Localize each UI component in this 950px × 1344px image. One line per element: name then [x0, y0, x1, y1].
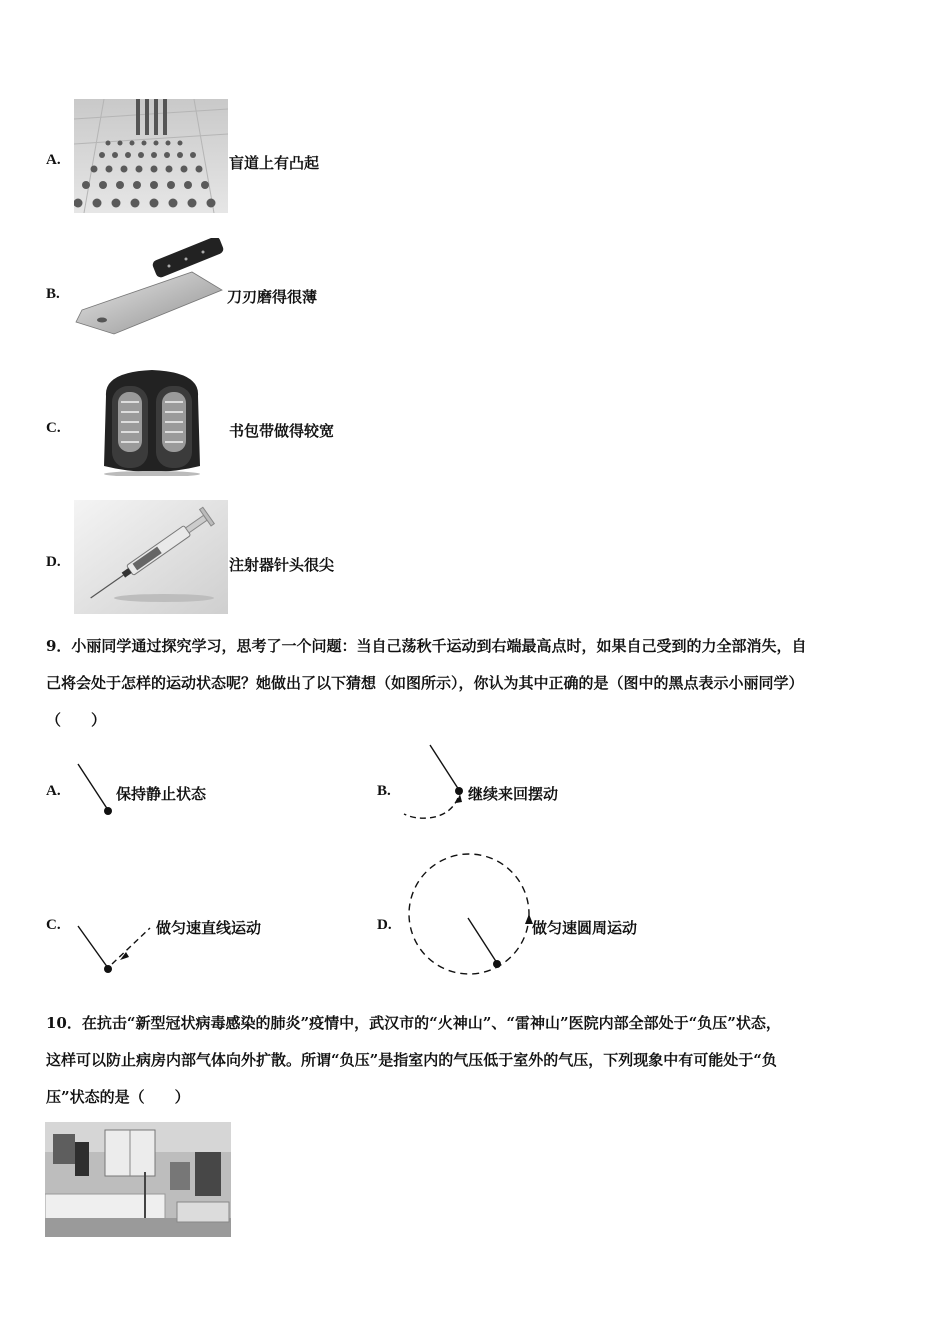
option-d-label: D. — [46, 554, 61, 570]
q9-option-d-text: 做匀速圆周运动 — [532, 919, 638, 937]
option-d-text: 注射器针头很尖 — [229, 556, 335, 574]
syringe-image — [74, 500, 228, 614]
q9-option-a-diagram — [74, 760, 118, 820]
option-c-label: C. — [46, 420, 61, 436]
q9-line-1: 9．小丽同学通过探究学习，思考了一个问题：当自己荡秋千运动到右端最高点时，如果自己受到的力全部消失，自 — [46, 637, 807, 655]
q10-line-1: 10．在抗击“新型冠状病毒感染的肺炎”疫情中，武汉市的“火神山”、“雷神山”医院内部全部处于“负压”状态， — [46, 1014, 781, 1032]
q10-line-2: 这样可以防止病房内部气体向外扩散。所谓“负压”是指室内的气压低于室外的气压，下列现象中有可能处于“负 — [46, 1051, 777, 1069]
q10-line-3: 压”状态的是（ ） — [46, 1088, 190, 1106]
q9-option-b-diagram — [400, 742, 470, 824]
option-a-text: 盲道上有凸起 — [229, 154, 320, 172]
option-b-text: 刀刃磨得很薄 — [227, 288, 318, 306]
q9-option-b-text: 继续来回摆动 — [468, 785, 559, 803]
q9-line-3: （ ） — [46, 711, 107, 729]
q9-option-c-label: C. — [46, 917, 61, 933]
option-a-label: A. — [46, 152, 61, 168]
q9-option-a-label: A. — [46, 783, 61, 799]
q9-option-d-label: D. — [377, 917, 392, 933]
q9-option-c-diagram — [74, 900, 158, 978]
hospital-ward-image — [45, 1122, 231, 1237]
q9-line-2: 己将会处于怎样的运动状态呢？她做出了以下猜想（如图所示），你认为其中正确的是（图中的黑点表示小丽同学） — [46, 674, 804, 692]
q9-option-a-text: 保持静止状态 — [116, 785, 207, 803]
backpack-image — [96, 366, 208, 476]
q9-option-d-diagram — [402, 848, 536, 980]
tactile-paving-image — [74, 99, 228, 213]
option-c-text: 书包带做得较宽 — [229, 422, 335, 440]
q9-option-c-text: 做匀速直线运动 — [156, 919, 262, 937]
cleaver-knife-image — [74, 238, 228, 338]
option-b-label: B. — [46, 286, 60, 302]
q9-option-b-label: B. — [377, 783, 391, 799]
